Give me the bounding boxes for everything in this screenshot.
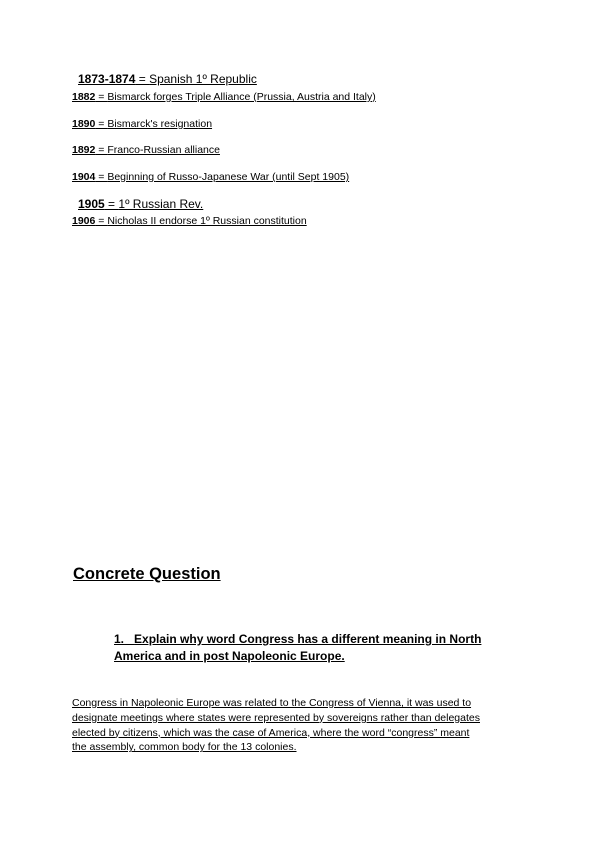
timeline-event: 1º Russian Rev. [118, 197, 204, 211]
timeline-entry [78, 72, 257, 86]
timeline-entry [72, 144, 220, 156]
timeline-separator: = [95, 171, 108, 183]
timeline-event: Franco-Russian alliance [107, 144, 220, 156]
timeline-separator: = [95, 215, 108, 227]
timeline-separator: = [95, 118, 108, 130]
timeline-separator: = [95, 91, 108, 103]
timeline-entry [72, 91, 376, 103]
timeline-year: 1905 [78, 197, 105, 211]
timeline-event: Bismarck's resignation [107, 118, 213, 130]
timeline-year: 1892 [72, 144, 96, 156]
timeline-entry [78, 197, 203, 211]
answer-line: elected by citizens, which was the case of America, where the word “congress” meant [72, 726, 470, 739]
timeline-year: 1904 [72, 171, 96, 183]
answer-line: designate meetings where states were represented by sovereigns rather than delegates [72, 711, 480, 724]
timeline-entry [72, 171, 349, 183]
timeline-event: Bismarck forges Triple Alliance (Prussia, Austria and Italy) [107, 91, 376, 103]
timeline-year: 1873-1874 [78, 72, 136, 86]
timeline-event: Beginning of Russo-Japanese War (until Sept 1905) [107, 171, 350, 183]
timeline-entry [72, 118, 212, 130]
timeline-year: 1906 [72, 215, 96, 227]
question-text: Explain why word Congress has a different meaning in North America and in post Napoleonic Europe. [114, 632, 482, 663]
timeline-separator: = [104, 197, 119, 211]
timeline-event: Nicholas II endorse 1º Russian constitution [107, 215, 307, 227]
question [114, 631, 514, 665]
timeline-year: 1882 [72, 91, 96, 103]
timeline-separator: = [135, 72, 150, 86]
timeline-event: Spanish 1º Republic [149, 72, 257, 86]
answer-line: Congress in Napoleonic Europe was related to the Congress of Vienna, it was used to [72, 697, 472, 709]
timeline-entry [72, 215, 307, 227]
timeline-year: 1890 [72, 118, 96, 130]
question-number: 1. [114, 632, 125, 646]
section-heading: Concrete Question [73, 565, 221, 583]
answer-line: the assembly, common body for the 13 colonies. [72, 741, 297, 754]
answer-paragraph [72, 696, 512, 755]
timeline-separator: = [95, 144, 108, 156]
